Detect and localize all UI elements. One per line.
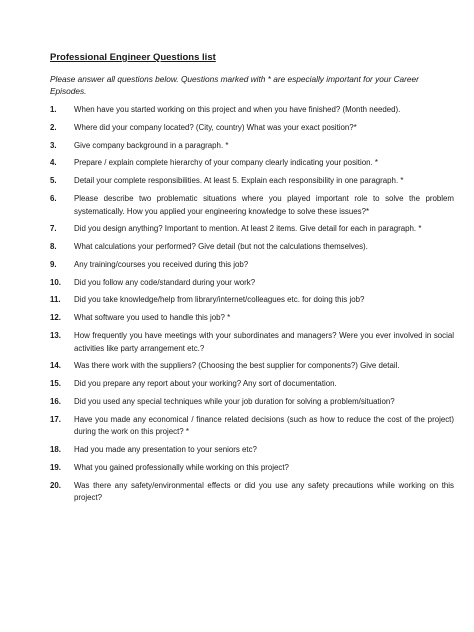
question-text: Did you prepare any report about your working? Any sort of documentation. [74,379,337,389]
question-item [50,175,454,188]
question-item [50,241,454,254]
question-item [50,396,454,409]
question-text: How frequently you have meetings with your subordinates and managers? Were you ever involved in social activities like party arrangement etc.? [74,330,454,353]
question-item [50,312,454,325]
question-text: Prepare / explain complete hierarchy of your company clearly indicating your position. * [74,158,378,168]
question-number: 11. [50,295,61,305]
question-number: 16. [50,396,61,406]
question-item [50,140,454,153]
question-text: Did you used any special techniques while your job duration for solving a problem/situation? [74,396,395,406]
question-number: 3. [50,140,57,150]
question-item [50,462,454,475]
question-number: 10. [50,277,61,287]
question-item [50,360,454,373]
question-item [50,157,454,170]
question-number: 9. [50,259,57,269]
document-title: Professional Engineer Questions list [50,52,216,63]
question-number: 2. [50,122,57,132]
question-text: Detail your complete responsibilities. At least 5. Explain each responsibility in one paragraph. * [74,176,404,186]
question-text: Give company background in a paragraph. * [74,140,229,150]
question-item [50,193,454,218]
question-text: What calculations your performed? Give detail (but not the calculations themselves). [74,242,368,252]
question-item [50,378,454,391]
question-text: Did you follow any code/standard during your work? [74,277,256,287]
question-number: 6. [50,193,57,203]
question-item [50,122,454,135]
question-text: Did you design anything? Important to mention. At least 2 items. Give detail for each in paragraph. * [74,224,422,234]
question-text: What software you used to handle this job? * [74,313,231,323]
question-text: Have you made any economical / finance related decisions (such as how to reduce the cost of the project) during the work on this project? * [74,414,454,437]
question-text: Had you made any presentation to your seniors etc? [74,445,257,455]
question-number: 8. [50,242,57,252]
question-item [50,277,454,290]
question-item [50,259,454,272]
question-text: What you gained professionally while working on this project? [74,462,289,472]
question-item [50,444,454,457]
question-item [50,330,454,355]
question-number: 19. [50,462,61,472]
question-list [50,104,454,510]
question-number: 15. [50,379,61,389]
question-number: 14. [50,361,61,371]
question-number: 17. [50,414,61,424]
instructions-text: Please answer all questions below. Questions marked with * are especially important for your Career Episodes. [50,74,419,96]
question-number: 4. [50,158,57,168]
question-text: Was there any safety/environmental effects or did you use any safety precautions while working on this project? [74,480,454,503]
question-number: 7. [50,224,57,234]
question-text: Any training/courses you received during this job? [74,259,249,269]
question-item [50,294,454,307]
question-text: Was there work with the suppliers? (Choosing the best supplier for components?) Give detail. [74,361,400,371]
question-number: 12. [50,313,61,323]
question-text: Where did your company located? (City, country) What was your exact position?* [74,122,357,132]
question-number: 1. [50,105,57,114]
question-number: 18. [50,445,61,455]
question-number: 5. [50,176,57,186]
question-number: 13. [50,330,61,340]
question-item [50,223,454,236]
question-text: Did you take knowledge/help from library/internet/colleagues etc. for doing this job? [74,295,365,305]
question-number: 20. [50,480,61,490]
question-text: Please describe two problematic situations where you played important role to solve the problem systematically. How you applied your engineering knowledge to solve these issues?* [74,193,454,216]
question-item [50,104,454,117]
question-item [50,414,454,439]
question-item [50,480,454,505]
question-text: When have you started working on this project and when you have finished? (Month needed). [74,105,401,114]
